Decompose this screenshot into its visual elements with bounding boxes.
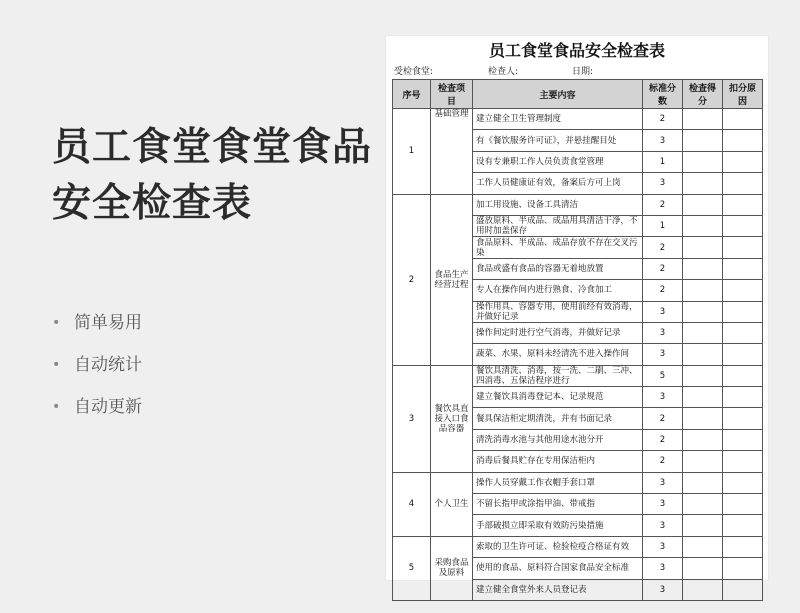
- bullet-icon: •: [52, 315, 61, 331]
- feature-item: [52, 354, 142, 396]
- group-item: 采购食品及原料: [431, 536, 473, 600]
- standard-score-cell: 3: [643, 301, 683, 322]
- header-reason: 扣分原因: [723, 80, 763, 109]
- check-score-cell[interactable]: [683, 429, 723, 450]
- content-cell: 消毒后餐具贮存在专用保洁柜内: [473, 451, 643, 472]
- feature-list: [52, 312, 142, 438]
- standard-score-cell: 3: [643, 536, 683, 557]
- standard-score-cell: 2: [643, 237, 683, 258]
- standard-score-cell: 2: [643, 280, 683, 301]
- meta-date: 日期:: [572, 67, 594, 77]
- feature-item: [52, 312, 142, 354]
- group-item: 食品生产经营过程: [431, 194, 473, 365]
- standard-score-cell: 3: [643, 494, 683, 515]
- content-cell: 食品或盛有食品的容器无着地放置: [473, 258, 643, 279]
- deduction-reason-cell[interactable]: [723, 301, 763, 322]
- content-cell: 蔬菜、水果、原料未经清洗不进入操作间: [473, 344, 643, 365]
- feature-label: 自动更新: [74, 397, 142, 417]
- standard-score-cell: 3: [643, 322, 683, 343]
- deduction-reason-cell[interactable]: [723, 344, 763, 365]
- standard-score-cell: 3: [643, 472, 683, 493]
- check-score-cell[interactable]: [683, 173, 723, 194]
- standard-score-cell: 3: [643, 387, 683, 408]
- content-cell: 盛放原料、半成品、成品用具清洁干净，不用时加盖保存: [473, 215, 643, 236]
- check-score-cell[interactable]: [683, 258, 723, 279]
- meta-inspector: 检查人:: [488, 67, 519, 77]
- group-number: 4: [393, 472, 431, 536]
- standard-score-cell: 3: [643, 344, 683, 365]
- check-score-cell[interactable]: [683, 322, 723, 343]
- checklist-table: [392, 79, 763, 601]
- content-cell: 清洗消毒水池与其他用途水池分开: [473, 429, 643, 450]
- check-score-cell[interactable]: [683, 194, 723, 215]
- feature-item: [52, 396, 142, 438]
- standard-score-cell: 3: [643, 515, 683, 536]
- group-number: 2: [393, 194, 431, 365]
- meta-canteen: 受检食堂:: [394, 67, 434, 77]
- content-cell: 工作人员健康证有效，备案后方可上岗: [473, 173, 643, 194]
- standard-score-cell: 2: [643, 109, 683, 130]
- deduction-reason-cell[interactable]: [723, 408, 763, 429]
- deduction-reason-cell[interactable]: [723, 515, 763, 536]
- content-cell: 操作用具、容器专用，使用前经有效消毒，并做好记录: [473, 301, 643, 322]
- header-standard: 标准分数: [643, 80, 683, 109]
- check-score-cell[interactable]: [683, 494, 723, 515]
- check-score-cell[interactable]: [683, 579, 723, 600]
- standard-score-cell: 5: [643, 365, 683, 386]
- feature-label: 自动统计: [74, 355, 142, 375]
- deduction-reason-cell[interactable]: [723, 322, 763, 343]
- content-cell: 餐具保洁柜定期清洗，并有书面记录: [473, 408, 643, 429]
- content-cell: 设有专兼职工作人员负责食堂管理: [473, 151, 643, 172]
- deduction-reason-cell[interactable]: [723, 494, 763, 515]
- deduction-reason-cell[interactable]: [723, 365, 763, 386]
- check-score-cell[interactable]: [683, 365, 723, 386]
- group-number: 3: [393, 365, 431, 472]
- check-score-cell[interactable]: [683, 515, 723, 536]
- check-score-cell[interactable]: [683, 215, 723, 236]
- check-score-cell[interactable]: [683, 151, 723, 172]
- group-item: 餐饮具直接入口食品容器: [431, 365, 473, 472]
- table-row: [393, 536, 763, 557]
- deduction-reason-cell[interactable]: [723, 237, 763, 258]
- standard-score-cell: 2: [643, 408, 683, 429]
- standard-score-cell: 3: [643, 579, 683, 600]
- content-cell: 建立健全食堂外来人员登记表: [473, 579, 643, 600]
- header-content: 主要内容: [473, 80, 643, 109]
- deduction-reason-cell[interactable]: [723, 258, 763, 279]
- check-score-cell[interactable]: [683, 408, 723, 429]
- deduction-reason-cell[interactable]: [723, 130, 763, 151]
- table-row: [393, 365, 763, 386]
- hero-title: 员工食堂食堂食品安全检查表: [52, 125, 373, 226]
- bullet-icon: •: [52, 357, 61, 373]
- bullet-icon: •: [52, 399, 61, 415]
- standard-score-cell: 2: [643, 451, 683, 472]
- standard-score-cell: 1: [643, 215, 683, 236]
- group-item: 基础管理: [431, 109, 473, 195]
- check-score-cell[interactable]: [683, 280, 723, 301]
- standard-score-cell: 3: [643, 130, 683, 151]
- deduction-reason-cell[interactable]: [723, 151, 763, 172]
- table-row: [393, 109, 763, 130]
- content-cell: 加工用设施、设备工具清洁: [473, 194, 643, 215]
- check-score-cell[interactable]: [683, 237, 723, 258]
- deduction-reason-cell[interactable]: [723, 451, 763, 472]
- standard-score-cell: 2: [643, 194, 683, 215]
- group-number: 1: [393, 109, 431, 195]
- content-cell: 手部破损立即采取有效防污染措施: [473, 515, 643, 536]
- group-number: 5: [393, 536, 431, 600]
- check-score-cell[interactable]: [683, 536, 723, 557]
- standard-score-cell: 3: [643, 558, 683, 579]
- deduction-reason-cell[interactable]: [723, 472, 763, 493]
- standard-score-cell: 3: [643, 173, 683, 194]
- header-item: 检查项目: [431, 80, 473, 109]
- deduction-reason-cell[interactable]: [723, 215, 763, 236]
- deduction-reason-cell[interactable]: [723, 173, 763, 194]
- check-score-cell[interactable]: [683, 109, 723, 130]
- content-cell: 食品原料、半成品、成品存放不存在交叉污染: [473, 237, 643, 258]
- check-score-cell[interactable]: [683, 344, 723, 365]
- check-score-cell[interactable]: [683, 472, 723, 493]
- content-cell: 建立餐饮具消毒登记本、记录规范: [473, 387, 643, 408]
- check-score-cell[interactable]: [683, 301, 723, 322]
- deduction-reason-cell[interactable]: [723, 536, 763, 557]
- feature-label: 简单易用: [74, 313, 142, 333]
- check-score-cell[interactable]: [683, 130, 723, 151]
- deduction-reason-cell[interactable]: [723, 387, 763, 408]
- content-cell: 操作人员穿戴工作衣帽手套口罩: [473, 472, 643, 493]
- sheet-title: 员工食堂食品安全检查表: [488, 41, 665, 60]
- standard-score-cell: 2: [643, 429, 683, 450]
- content-cell: 餐饮具清洗、消毒，按一洗、二刷、三冲、四消毒、五保洁程序进行: [473, 365, 643, 386]
- table-header-row: [393, 80, 763, 109]
- deduction-reason-cell[interactable]: [723, 109, 763, 130]
- check-score-cell[interactable]: [683, 558, 723, 579]
- content-cell: 专人在操作间内进行熟食、冷食加工: [473, 280, 643, 301]
- checklist-sheet: [386, 36, 768, 595]
- content-cell: 索取的卫生许可证、检验检疫合格证有效: [473, 536, 643, 557]
- table-row: [393, 194, 763, 215]
- content-cell: 使用的食品、原料符合国家食品安全标准: [473, 558, 643, 579]
- header-no: 序号: [393, 80, 431, 109]
- deduction-reason-cell[interactable]: [723, 194, 763, 215]
- check-score-cell[interactable]: [683, 451, 723, 472]
- deduction-reason-cell[interactable]: [723, 429, 763, 450]
- standard-score-cell: 2: [643, 258, 683, 279]
- content-cell: 操作间定时进行空气消毒，并做好记录: [473, 322, 643, 343]
- check-score-cell[interactable]: [683, 387, 723, 408]
- content-cell: 不留长指甲或涂指甲油、带戒指: [473, 494, 643, 515]
- content-cell: 有《餐饮服务许可证》，并悬挂醒目处: [473, 130, 643, 151]
- content-cell: 建立健全卫生管理制度: [473, 109, 643, 130]
- deduction-reason-cell[interactable]: [723, 558, 763, 579]
- standard-score-cell: 1: [643, 151, 683, 172]
- deduction-reason-cell[interactable]: [723, 579, 763, 600]
- header-score: 检查得分: [683, 80, 723, 109]
- deduction-reason-cell[interactable]: [723, 280, 763, 301]
- table-row: [393, 472, 763, 493]
- group-item: 个人卫生: [431, 472, 473, 536]
